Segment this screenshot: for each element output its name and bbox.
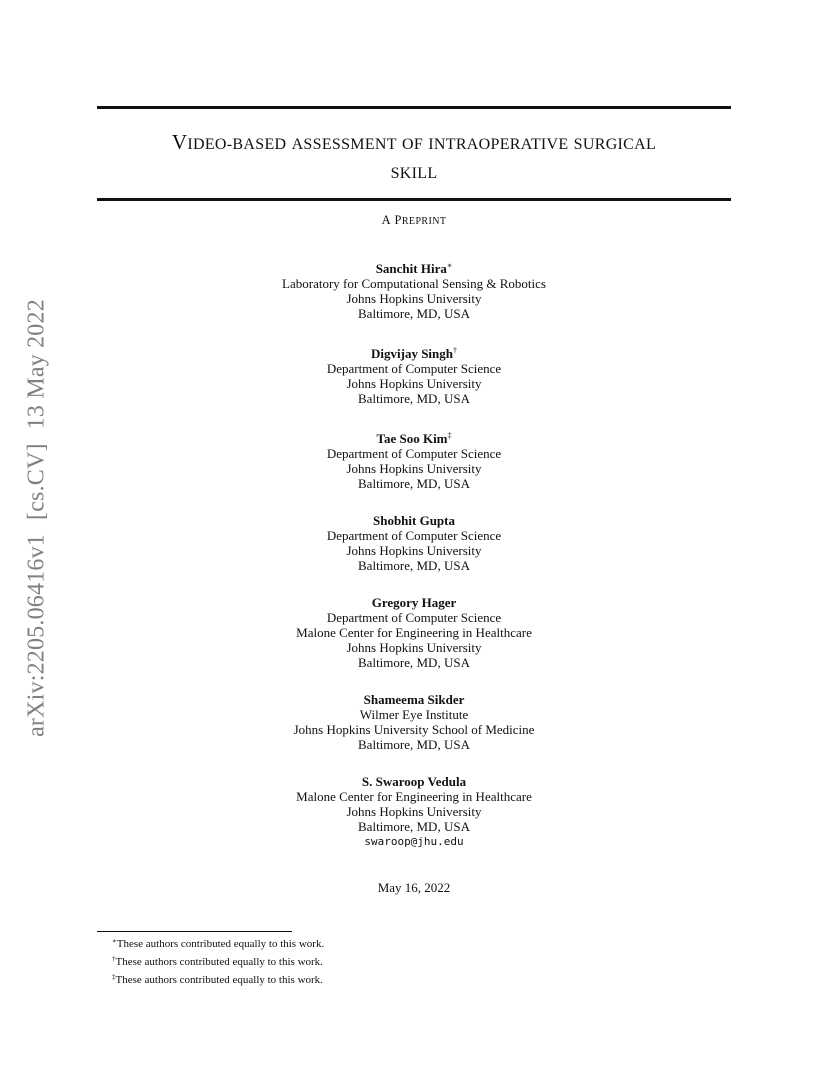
footnote <box>112 934 324 952</box>
author-email[interactable]: swaroop@jhu.edu <box>364 835 464 848</box>
affiliation-line: Baltimore, MD, USA <box>358 819 470 834</box>
author-block <box>97 428 731 491</box>
arxiv-date: 13 May 2022 <box>23 299 50 430</box>
affiliation-line: Department of Computer Science <box>326 446 502 461</box>
author-block <box>97 513 731 573</box>
author-mark: † <box>453 346 457 355</box>
affiliation-line: Johns Hopkins University <box>346 461 482 476</box>
affiliation-line: Department of Computer Science <box>326 528 502 543</box>
author-list <box>97 258 731 849</box>
paper-date: May 16, 2022 <box>377 880 451 895</box>
footnote <box>112 970 324 988</box>
affiliation-line: Wilmer Eye Institute <box>359 707 469 722</box>
affiliation-line: Johns Hopkins University <box>346 291 482 306</box>
paper-subtitle: A PREPRINT <box>381 213 447 227</box>
author-name: Sanchit Hira <box>375 261 447 276</box>
affiliation-line: Johns Hopkins University <box>346 640 482 655</box>
footnote-mark: ∗ <box>112 937 117 945</box>
affiliation-line: Baltimore, MD, USA <box>358 655 470 670</box>
affiliation-line: Baltimore, MD, USA <box>358 737 470 752</box>
author-name: Tae Soo Kim <box>376 431 448 446</box>
affiliation-line: Johns Hopkins University School of Medicine <box>293 722 535 737</box>
title-rule-top <box>97 106 731 109</box>
author-mark: ‡ <box>447 431 452 440</box>
affiliation-line: Johns Hopkins University <box>346 543 482 558</box>
title-line-1: VIDEO-BASED ASSESSMENT OF INTRAOPERATIVE SURGICAL <box>171 130 657 154</box>
footnote <box>112 952 324 970</box>
author-name: Digvijay Singh <box>371 346 453 361</box>
author-block <box>97 774 731 849</box>
affiliation-line: Baltimore, MD, USA <box>358 391 470 406</box>
author-block <box>97 595 731 670</box>
footnotes <box>112 934 324 988</box>
author-block <box>97 343 731 406</box>
affiliation-line: Johns Hopkins University <box>346 376 482 391</box>
author-name: Shobhit Gupta <box>372 513 455 528</box>
affiliation-line: Malone Center for Engineering in Healthcare <box>296 789 532 804</box>
arxiv-side-stamp <box>24 299 51 737</box>
affiliation-line: Department of Computer Science <box>326 610 502 625</box>
affiliation-line: Baltimore, MD, USA <box>358 306 470 321</box>
footnote-text: These authors contributed equally to this work. <box>115 974 323 986</box>
author-block <box>97 692 731 752</box>
author-name: S. Swaroop Vedula <box>361 774 467 789</box>
footnote-text: These authors contributed equally to this work. <box>115 956 323 968</box>
author-mark: ∗ <box>446 261 453 270</box>
title-rule-bottom <box>97 198 731 201</box>
affiliation-line: Malone Center for Engineering in Healthcare <box>296 625 532 640</box>
footnote-mark: † <box>112 955 116 963</box>
affiliation-line: Baltimore, MD, USA <box>358 476 470 491</box>
affiliation-line: Laboratory for Computational Sensing & Robotics <box>282 276 546 291</box>
paper-title <box>97 128 731 188</box>
footnote-text: These authors contributed equally to this work. <box>116 938 325 950</box>
author-name: Gregory Hager <box>371 595 457 610</box>
affiliation-line: Department of Computer Science <box>326 361 502 376</box>
affiliation-line: Johns Hopkins University <box>346 804 482 819</box>
arxiv-id: arXiv:2205.06416v1 <box>23 534 50 737</box>
author-block <box>97 258 731 321</box>
affiliation-line: Baltimore, MD, USA <box>358 558 470 573</box>
footnote-mark: ‡ <box>112 973 116 981</box>
title-line-2: SKILL <box>390 165 438 182</box>
arxiv-category: [cs.CV] <box>23 443 50 520</box>
footnote-rule <box>97 931 292 932</box>
author-name: Shameema Sikder <box>363 692 465 707</box>
